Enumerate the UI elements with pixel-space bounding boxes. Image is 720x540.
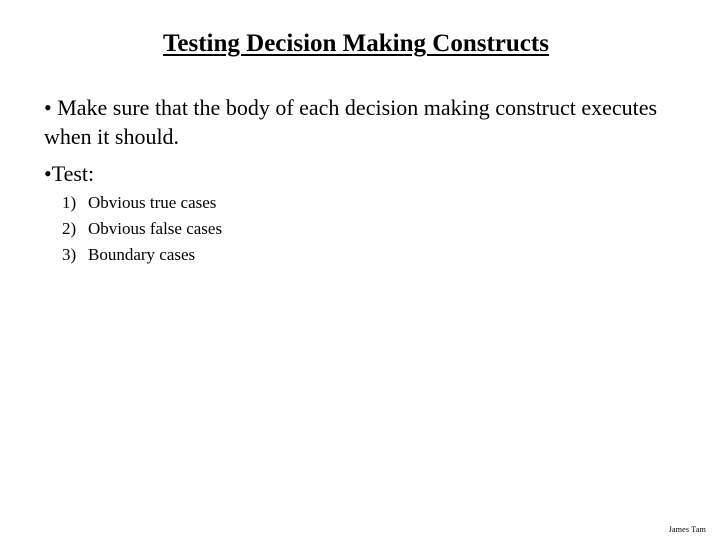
list-item	[62, 242, 222, 268]
list-item-text: Boundary cases	[88, 245, 196, 264]
list-item-text: Obvious true cases	[88, 193, 217, 212]
bullet-text: Make sure that the body of each decision making construct executes when it should.	[44, 95, 658, 149]
list-item-number: 1)	[62, 193, 77, 212]
list-item-number: 2)	[62, 219, 77, 238]
bullet-text: Test:	[51, 161, 95, 186]
list-item-number: 3)	[62, 245, 77, 264]
footer-author: James Tam	[668, 525, 706, 534]
slide-title: Testing Decision Making Constructs	[163, 30, 549, 57]
bullet-item	[44, 93, 684, 151]
list-item	[62, 190, 222, 216]
bullet-item	[44, 159, 94, 188]
numbered-list	[62, 190, 222, 268]
list-item-text: Obvious false cases	[88, 219, 223, 238]
bullet-marker: •	[44, 95, 52, 120]
list-item	[62, 216, 222, 242]
bullet-marker: •	[44, 161, 52, 186]
